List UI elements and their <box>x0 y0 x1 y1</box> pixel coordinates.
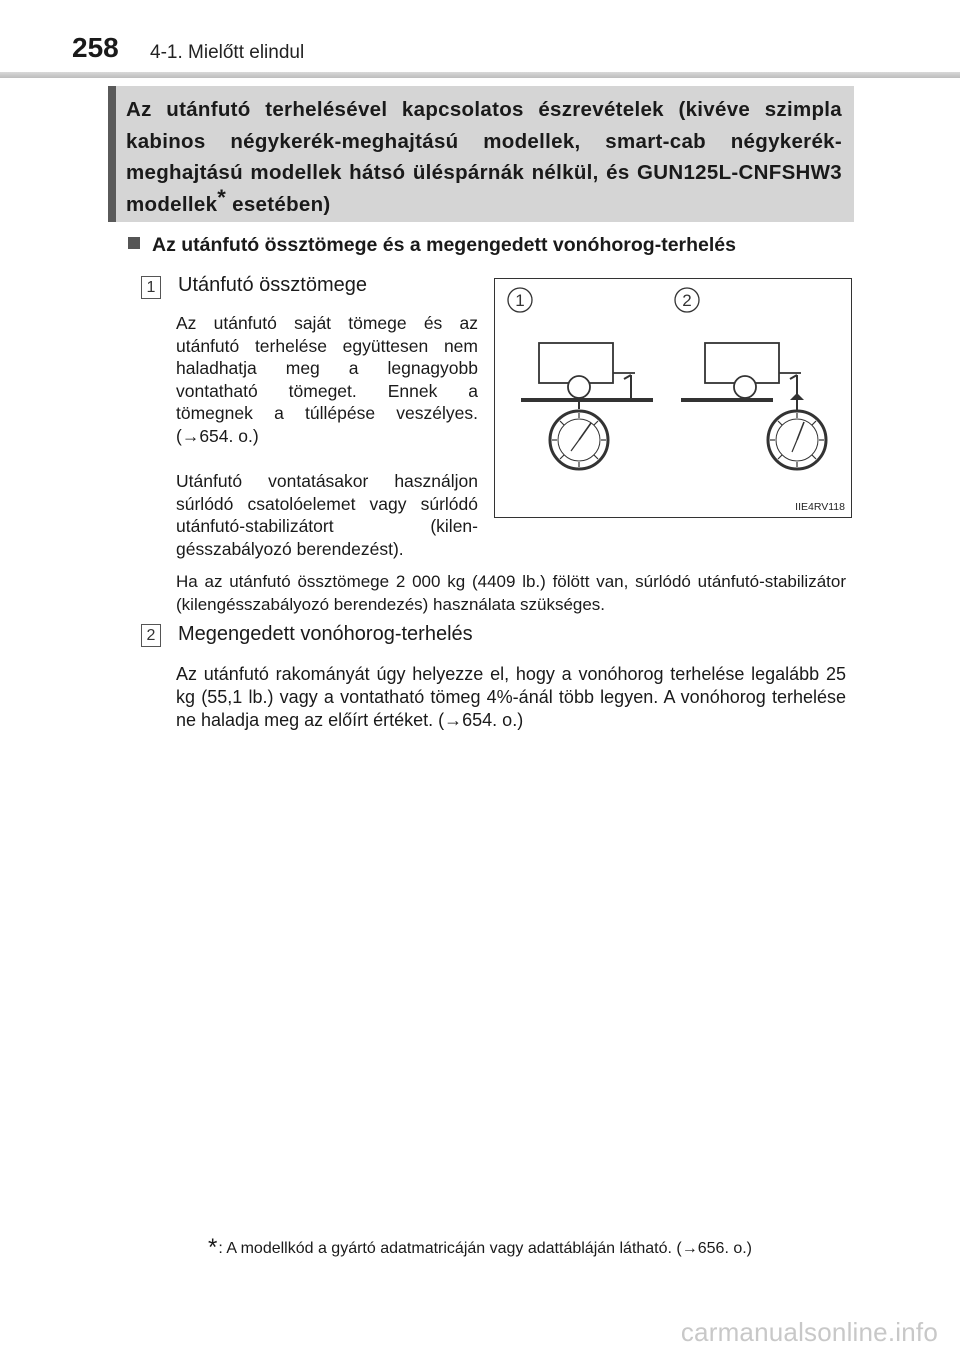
trailer-weight-diagram <box>494 278 852 518</box>
watermark: carmanualsonline.info <box>680 1317 938 1347</box>
diagram-callout-1: 1 <box>515 291 525 310</box>
banner-text-end: esetében) <box>226 192 331 216</box>
item-2-paragraph-1: Az utánfutó rakományát úgy helyezze el, hogy a vonóhorog terhelése legalább 25 kg (55,1 lb.) vagy a vontatható tömeg 4%-ánál több legyen. A vonóhorog terhelése ne haladja meg az előírt értéket. (→654. o.) <box>176 664 846 730</box>
item-2-number-badge: 2 <box>141 624 161 647</box>
subheading-text: Az utánfutó össztömege és a megengedett vonóhorog-terhelés <box>152 234 736 256</box>
subheading <box>128 234 736 257</box>
banner-star: * <box>217 184 227 210</box>
item-1-paragraph-2: Utánfutó vontatásakor használjon súrlódó csatolóelemet vagy súrlódó utánfutó-stabilizátort (kilengésszabályozó berendezést). <box>176 471 478 559</box>
footnote <box>208 1234 752 1262</box>
banner-text-main: Az utánfutó terhelésével kapcsolatos észrevételek (kivéve szimpla kabinos négykerék-meghajtású modellek, smart-cab négykerék-meghajtású modellek hátsó üléspárnák nélkül, és GUN125L-CNFSHW3 modellek <box>126 98 842 216</box>
item-1-title: Utánfutó össztömege <box>178 274 367 296</box>
page-number: 258 <box>72 32 119 63</box>
banner-accent-bar <box>108 86 116 222</box>
diagram-code: IIE4RV118 <box>795 501 845 513</box>
item-1-paragraph-1: Az utánfutó saját tömege és az utánfutó terhelése együttesen nem haladhatja meg a legnagyobb vontatható tömeget. Ennek a tömegnek a túllépése veszélyes. (→654. o.) <box>176 313 478 446</box>
header-rule <box>0 72 960 78</box>
banner-text <box>126 94 842 220</box>
notice-banner <box>108 86 854 222</box>
diagram-callout-2: 2 <box>682 291 692 310</box>
footnote-star: * <box>208 1234 218 1261</box>
trailer-scale-illustration <box>495 279 851 517</box>
footnote-text: : A modellkód a gyártó adatmatricáján vagy adattábláján látható. (→656. o.) <box>218 1240 752 1257</box>
item-2-title: Megengedett vonóhorog-terhelés <box>178 623 473 645</box>
section-title: 4-1. Mielőtt elindul <box>150 42 305 63</box>
item-1-paragraph-3: Ha az utánfutó össztömege 2 000 kg (4409 lb.) fölött van, súrlódó utánfutó-stabilizátor (kilengésszabályozó berendezés) használata szükséges. <box>176 572 846 614</box>
item-1-number-badge: 1 <box>141 276 161 299</box>
square-bullet-icon <box>128 237 140 249</box>
